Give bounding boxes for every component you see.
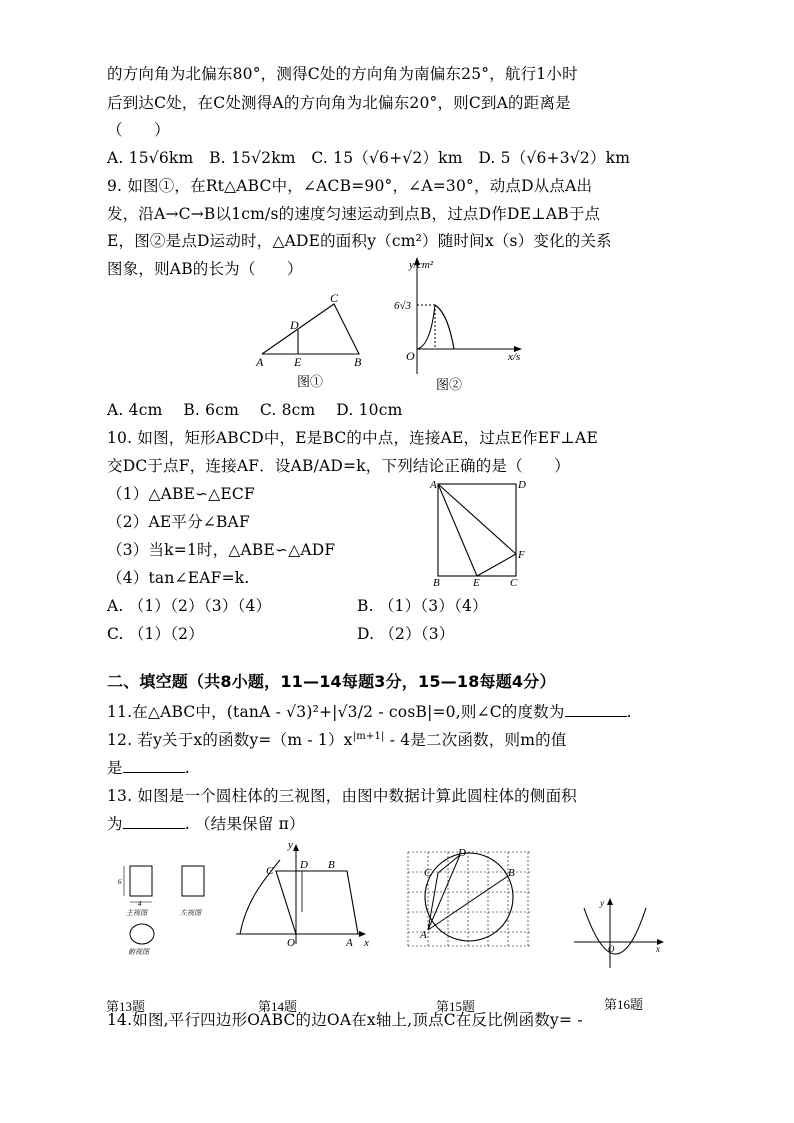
fig14-parallelogram bbox=[232, 839, 372, 949]
fig15-grid-circle bbox=[402, 846, 538, 950]
label-b: B bbox=[508, 867, 515, 879]
q12-blank bbox=[123, 758, 185, 773]
label-b: B bbox=[433, 577, 440, 589]
top-view-label: 俯视图 bbox=[128, 948, 149, 956]
q12-exponent: |m+1| bbox=[352, 730, 385, 742]
q13-line2-text: 为 bbox=[107, 815, 123, 833]
q10-option-a: A. （1）（2）（3）（4） bbox=[107, 597, 272, 615]
axis-x: x bbox=[364, 937, 369, 949]
axis-x-label: x/s bbox=[508, 351, 521, 363]
q8-options: A. 15√6km B. 15√2km C. 15（√6+√2）km D. 5（√6+3√2）km bbox=[107, 149, 631, 167]
caption-q15: 第15题 bbox=[436, 999, 476, 1014]
dim-height: 6 bbox=[118, 878, 122, 886]
label-d: D bbox=[518, 479, 526, 491]
label-e: E bbox=[473, 577, 480, 589]
q10-s2: （2）AE平分∠BAF bbox=[107, 513, 250, 531]
fig1-caption: 图① bbox=[297, 374, 324, 389]
axis-y-label: y/cm² bbox=[409, 259, 434, 271]
dim-width: 4 bbox=[138, 900, 142, 908]
label-o: O bbox=[608, 944, 615, 954]
q10-option-c: C. （1）（2） bbox=[107, 625, 204, 643]
q13-blank bbox=[123, 814, 185, 829]
caption-q14: 第14题 bbox=[258, 999, 298, 1014]
origin-label: O bbox=[406, 349, 415, 363]
q10-option-d: D. （2）（3） bbox=[357, 625, 455, 643]
label-c: C bbox=[424, 867, 432, 879]
q8-line2: 后到达C处，在C处测得A的方向角为北偏东20°，则C到A的距离是 bbox=[107, 94, 571, 112]
label-d: D bbox=[300, 859, 308, 871]
q11-blank bbox=[565, 702, 627, 717]
q9-figure-1 bbox=[252, 292, 372, 372]
q13-line2 bbox=[107, 814, 305, 834]
q9-line2: 发，沿A→C→B以1cm/s的速度匀速运动到点B，过点D作DE⊥AB于点 bbox=[107, 205, 601, 223]
q10-s1: （1）△ABE∽△ECF bbox=[107, 485, 255, 503]
label-a: A bbox=[346, 937, 353, 949]
label-c: C bbox=[510, 577, 518, 589]
caption-q13: 第13题 bbox=[106, 999, 146, 1014]
q10-option-b: B. （1）（3）（4） bbox=[357, 597, 488, 615]
q10-s4: （4）tan∠EAF=k. bbox=[107, 569, 250, 587]
q12-line2-end: . bbox=[184, 759, 190, 777]
q11-text: 11.在△ABC中，(tanA - √3)²+|√3/2 - cosB|=0,则∠C的度数为 bbox=[107, 703, 565, 721]
value-label: 6√3 bbox=[394, 300, 412, 312]
label-b: B bbox=[354, 355, 362, 369]
label-a: A bbox=[420, 929, 427, 941]
label-o: O bbox=[287, 937, 295, 949]
fig16-parabola bbox=[570, 896, 666, 972]
triangle-abc bbox=[262, 304, 359, 354]
label-f: F bbox=[518, 549, 525, 561]
q13-line2-end: . （结果保留 π） bbox=[184, 815, 305, 833]
q10-line1: 10. 如图，矩形ABCD中，E是BC的中点，连接AE，过点E作EF⊥AE bbox=[107, 429, 598, 447]
q14-line1: 14.如图,平行四边形OABC的边OA在x轴上,顶点C在反比例函数y= - bbox=[107, 1011, 583, 1029]
q13-line1: 13. 如图是一个圆柱体的三视图，由图中数据计算此圆柱体的侧面积 bbox=[107, 787, 577, 805]
label-c: C bbox=[330, 291, 339, 305]
q9-options: A. 4cm B. 6cm C. 8cm D. 10cm bbox=[107, 401, 403, 419]
label-e: E bbox=[294, 355, 302, 369]
label-b: B bbox=[328, 859, 335, 871]
label-d: D bbox=[458, 847, 466, 859]
section2-title: 二、填空题（共8小题，11—14每题3分，15—18每题4分） bbox=[107, 672, 556, 691]
q9-figure-2 bbox=[388, 254, 538, 378]
main-view-label: 主视图 bbox=[126, 909, 147, 917]
fig2-caption: 图② bbox=[436, 377, 463, 392]
q12-text-end: - 4是二次函数，则m的值 bbox=[384, 731, 567, 749]
q10-s3: （3）当k=1时，△ABE∽△ADF bbox=[107, 541, 336, 559]
q8-line1: 的方向角为北偏东80°，测得C处的方向角为南偏东25°，航行1小时 bbox=[107, 65, 578, 83]
q9-line1: 9. 如图①，在Rt△ABC中，∠ACB=90°，∠A=30°，动点D从点A出 bbox=[107, 177, 593, 195]
label-c: C bbox=[266, 865, 274, 877]
axis-x: x bbox=[656, 944, 660, 954]
q11-line bbox=[107, 702, 632, 722]
q9-line4: 图象，则AB的长为（ ） bbox=[107, 260, 303, 278]
left-view-label: 左视图 bbox=[180, 909, 201, 917]
q12-line2-text: 是 bbox=[107, 759, 123, 777]
q12-line1 bbox=[107, 730, 567, 750]
axis-y: y bbox=[600, 898, 604, 908]
q8-line3: （ ） bbox=[107, 121, 170, 139]
q10-figure bbox=[428, 476, 524, 588]
label-d: D bbox=[290, 318, 299, 332]
fig13-three-views bbox=[112, 858, 222, 958]
axis-y: y bbox=[288, 839, 293, 851]
label-a: A bbox=[430, 479, 437, 491]
label-a: A bbox=[256, 355, 264, 369]
q12-line2 bbox=[107, 758, 190, 778]
q9-line3: E，图②是点D运动时，△ADE的面积y（cm²）随时间x（s）变化的关系 bbox=[107, 232, 612, 250]
q12-text: 12. 若y关于x的函数y=（m - 1）x bbox=[107, 731, 353, 749]
q11-end: . bbox=[626, 703, 632, 721]
q10-line2: 交DC于点F，连接AF．设AB/AD=k，下列结论正确的是（ ） bbox=[107, 457, 570, 475]
caption-q16: 第16题 bbox=[604, 997, 644, 1012]
